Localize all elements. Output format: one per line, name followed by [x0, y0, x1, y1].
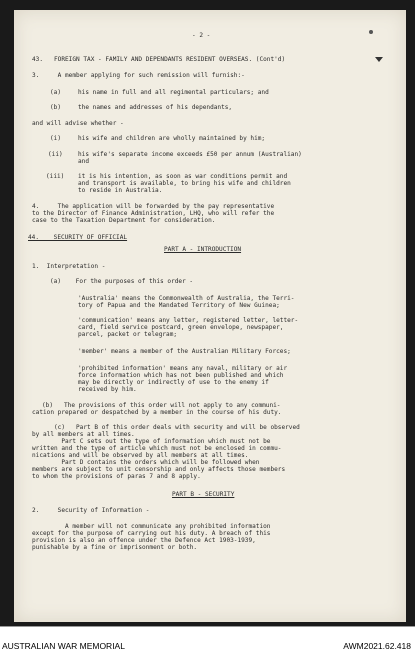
item-label: (iii)	[46, 173, 65, 180]
arrow-mark	[375, 57, 383, 62]
definition-line: force information which has not been published and which	[78, 372, 284, 379]
document-page	[14, 10, 406, 622]
paragraph-b-line: cation prepared or despatched by a member in the course of his duty.	[32, 409, 282, 416]
page-number: - 2 -	[192, 32, 211, 39]
item-text: his wife and children are wholly maintained by him;	[78, 135, 266, 142]
final-paragraph-line: except for the purpose of carrying out his duty. A breach of this	[32, 530, 271, 537]
final-paragraph-line: A member will not communicate any prohibited information	[32, 523, 271, 530]
item-label: (i)	[50, 135, 62, 142]
paragraph-c-line: members are subject to unit censorship and only affects those members	[32, 466, 286, 473]
paragraph-c-line: nications and will be observed by all members at all times.	[32, 452, 249, 459]
item-text: the names and addresses of his dependants,	[78, 104, 233, 111]
paragraph-c-line: written and the type of article which must not be enclosed in commu-	[32, 445, 282, 452]
footer-accession-number: AWM2021.62.418	[343, 641, 411, 651]
definition-line: 'member' means a member of the Australian Military Forces;	[78, 348, 291, 355]
item-text: and	[78, 158, 90, 165]
paragraph-c-line: Part D contains the orders which will be followed when	[32, 459, 260, 466]
item-text: and transport is available, to bring his wife and children	[78, 180, 291, 187]
definition-line: parcel, packet or telegram;	[78, 331, 178, 338]
item-label: (ii)	[48, 151, 63, 158]
definition-line: 'prohibited information' means any naval, military or air	[78, 365, 288, 372]
definition-line: 'communication' means any letter, registered letter, letter-	[78, 317, 299, 324]
item-label: (b)	[50, 104, 62, 111]
advise-whether: and will advise whether -	[32, 120, 124, 127]
definition-line: received by him.	[78, 386, 137, 393]
purposes-line: (a) For the purposes of this order -	[50, 278, 194, 285]
part-b-title: PART B - SECURITY	[172, 491, 235, 498]
part-a-title: PART A - INTRODUCTION	[164, 246, 242, 253]
final-paragraph-line: punishable by a fine or imprisonment or both.	[32, 544, 198, 551]
paragraph-4-line: to the Director of Finance Administration, LHQ, who will refer the	[32, 210, 275, 217]
definition-line: tory of Papua and the Mandated Territory of New Guinea;	[78, 302, 280, 309]
paragraph-c-line: Part C sets out the type of information which must not be	[32, 438, 271, 445]
security-info-heading: 2. Security of Information -	[32, 507, 150, 514]
footer-institution: AUSTRALIAN WAR MEMORIAL	[2, 641, 125, 651]
item-text: his wife's separate income exceeds £50 per annum (Australian)	[78, 151, 302, 158]
paragraph-4-line: case to the Taxation Department for consideration.	[32, 217, 216, 224]
paragraph-b-line: (b) The provisions of this order will not apply to any communi-	[42, 402, 281, 409]
paragraph-c-line: by all members at all times.	[32, 431, 135, 438]
paragraph-c-line: to whom the provisions of paras 7 and 8 apply.	[32, 473, 201, 480]
item-label: (a)	[50, 89, 62, 96]
item-text: to reside in Australia.	[78, 187, 163, 194]
item-text: it is his intention, as soon as war conditions permit and	[78, 173, 288, 180]
definition-line: card, field service postcard, green envelope, newspaper,	[78, 324, 284, 331]
paragraph-3: 3. A member applying for such remission will furnish:-	[32, 72, 245, 79]
definition-line: may be directly or indirectly of use to the enemy if	[78, 379, 269, 386]
paragraph-c-line: (c) Part B of this order deals with security and will be observed	[54, 424, 300, 431]
section-44-heading: 44. SECURITY OF OFFICIAL	[28, 234, 128, 241]
archive-footer	[0, 626, 415, 654]
item-text: his name in full and all regimental particulars; and	[78, 89, 269, 96]
staple-hole	[369, 30, 373, 34]
paragraph-4-line: 4. The application will be forwarded by the pay representative	[32, 203, 275, 210]
definition-line: 'Australia' means the Commonwealth of Australia, the Terri-	[78, 295, 295, 302]
final-paragraph-line: provision is also an offence under the Defence Act 1903-1939,	[32, 537, 256, 544]
interpretation-heading: 1. Interpretation -	[32, 263, 106, 270]
section-header: 43. FOREIGN TAX - FAMILY AND DEPENDANTS RESIDENT OVERSEAS. (Cont'd)	[32, 56, 286, 63]
